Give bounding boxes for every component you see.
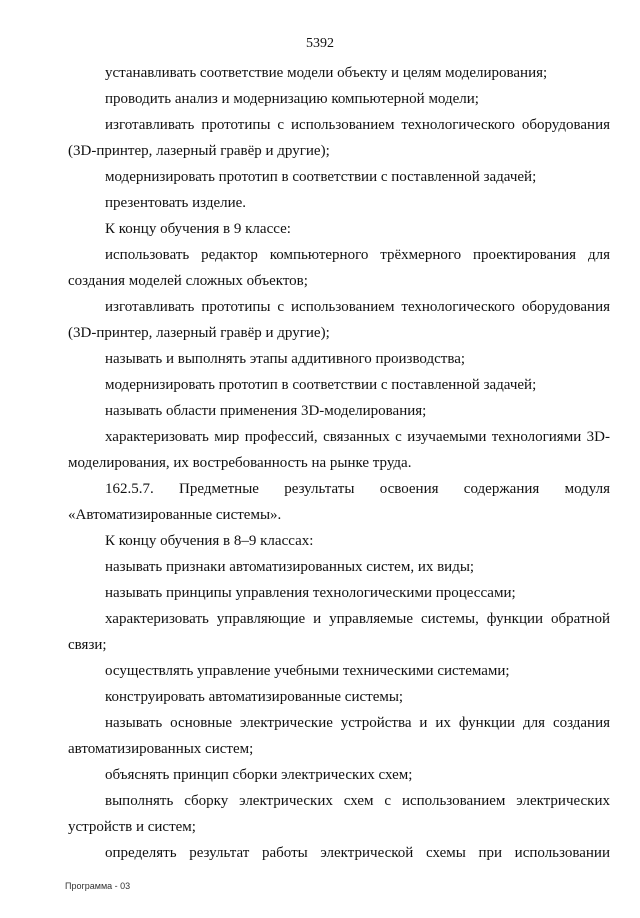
paragraph: изготавливать прототипы с использованием технологического оборудования (3D-принтер, лазерный гравёр и другие);	[68, 299, 610, 341]
section-heading: К концу обучения в 8–9 классах:	[105, 533, 314, 549]
paragraph: конструировать автоматизированные системы;	[105, 689, 404, 705]
paragraph: изготавливать прототипы с использованием технологического оборудования (3D-принтер, лазерный гравёр и другие);	[68, 117, 610, 159]
paragraph: характеризовать управляющие и управляемые системы, функции обратной связи;	[68, 611, 610, 653]
section-heading: К концу обучения в 9 классе:	[105, 221, 291, 237]
paragraph: проводить анализ и модернизацию компьютерной модели;	[105, 91, 479, 107]
paragraph: называть принципы управления технологическими процессами;	[105, 585, 516, 601]
paragraph: называть и выполнять этапы аддитивного производства;	[105, 351, 466, 367]
paragraph: называть основные электрические устройства и их функции для создания автоматизированных систем;	[68, 715, 610, 757]
subsection-heading: 162.5.7. Предметные результаты освоения содержания модуля «Автоматизированные системы».	[68, 481, 610, 523]
paragraph: презентовать изделие.	[105, 195, 247, 211]
paragraph: определять результат работы электрической схемы при использовании	[105, 845, 610, 861]
footer-label: Программа - 03	[65, 881, 131, 891]
paragraph: объяснять принцип сборки электрических схем;	[105, 767, 413, 783]
paragraph: характеризовать мир профессий, связанных с изучаемыми технологиями 3D-моделирования, их востребованность на рынке труда.	[68, 429, 610, 471]
paragraph: осуществлять управление учебными техническими системами;	[105, 663, 510, 679]
paragraph: модернизировать прототип в соответствии с поставленной задачей;	[105, 169, 537, 185]
paragraph: использовать редактор компьютерного трёхмерного проектирования для создания моделей сложных объектов;	[68, 247, 610, 289]
paragraph: называть области применения 3D-моделирования;	[105, 403, 427, 419]
paragraph: выполнять сборку электрических схем с использованием электрических устройств и систем;	[68, 793, 610, 835]
body-text	[68, 60, 610, 866]
paragraph: устанавливать соответствие модели объекту и целям моделирования;	[105, 65, 548, 81]
page-number: 5392	[306, 36, 334, 51]
paragraph: называть признаки автоматизированных систем, их виды;	[105, 559, 475, 575]
paragraph: модернизировать прототип в соответствии с поставленной задачей;	[105, 377, 537, 393]
